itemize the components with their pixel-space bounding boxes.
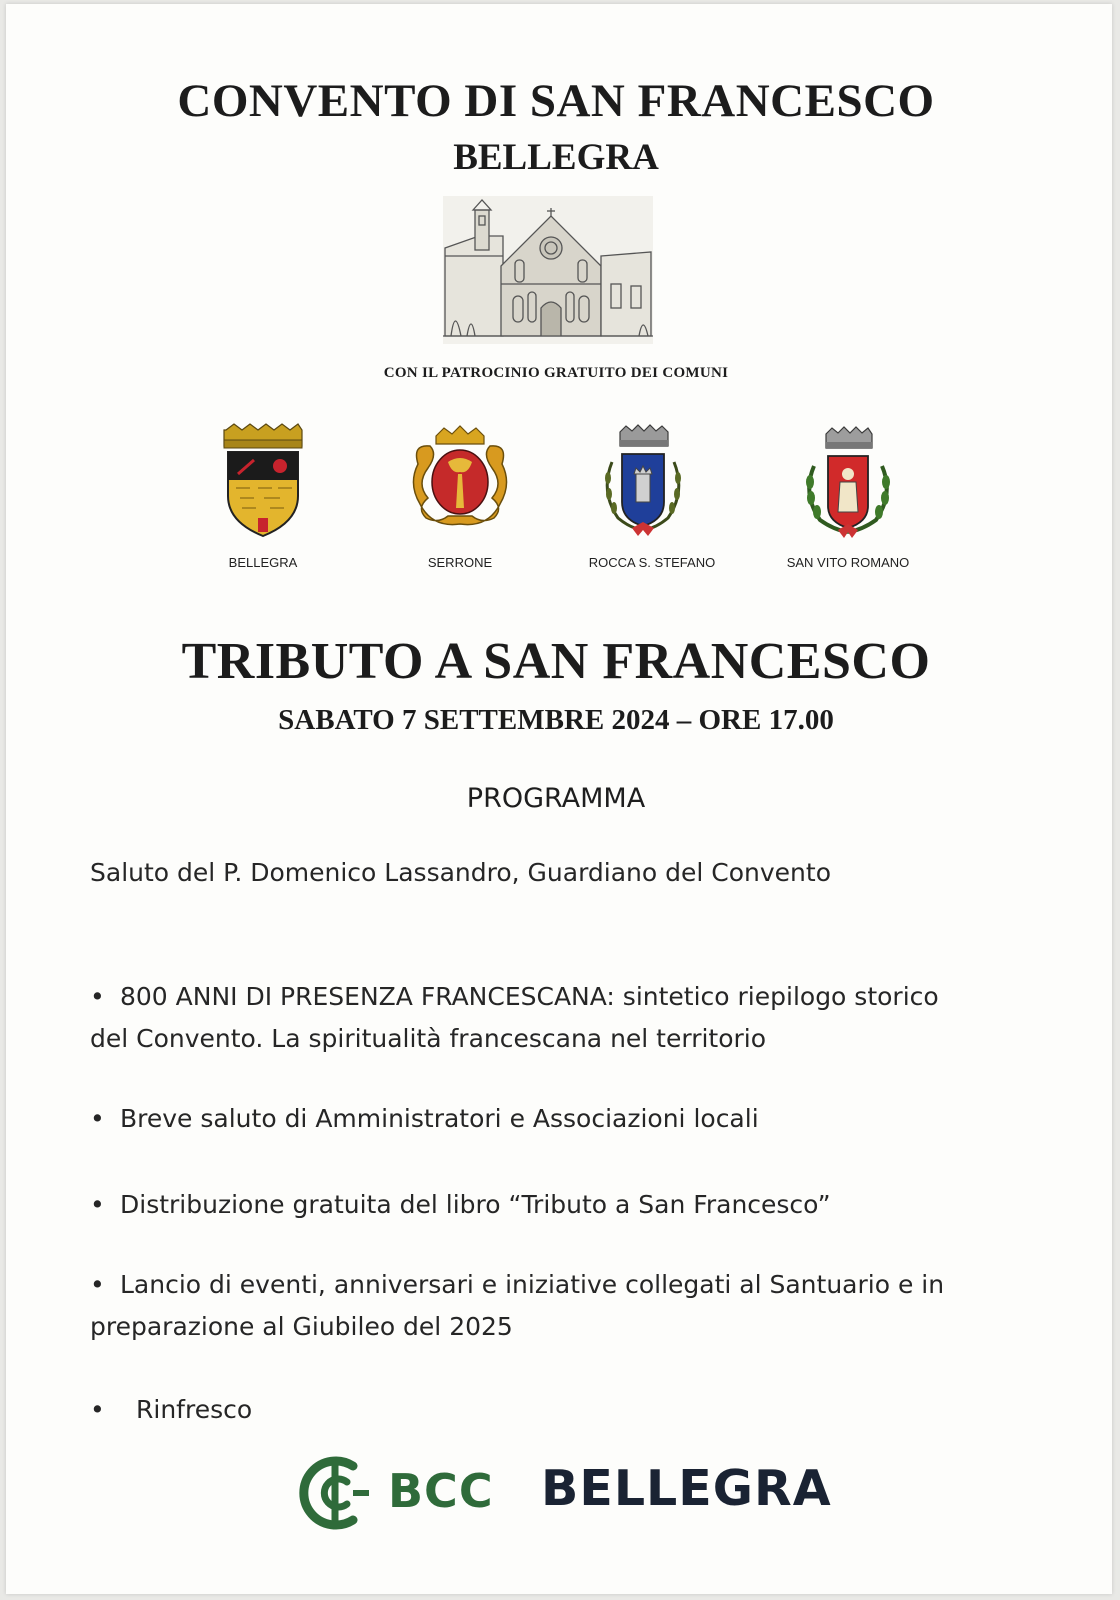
program-item-text: 800 ANNI DI PRESENZA FRANCESCANA: sintetico riepilogo storico bbox=[120, 982, 939, 1011]
crest-label-rocca: ROCCA S. STEFANO bbox=[588, 555, 716, 570]
bullet-icon: • bbox=[90, 1395, 105, 1424]
bcc-wordmark: BCC bbox=[388, 1464, 494, 1518]
program-item bbox=[90, 976, 1030, 1060]
san-vito-crest-icon bbox=[800, 424, 896, 544]
program-item-text-continued: del Convento. La spiritualità francescana nel territorio bbox=[90, 1024, 767, 1053]
program-item-text: Lancio di eventi, anniversari e iniziative collegati al Santuario e in bbox=[120, 1270, 945, 1299]
bcc-logo-icon bbox=[291, 1448, 381, 1538]
program-item bbox=[90, 1184, 1030, 1226]
convent-church-image bbox=[443, 196, 653, 344]
program-item-text: Breve saluto di Amministratori e Associazioni locali bbox=[120, 1104, 759, 1133]
crest-label-san-vito: SAN VITO ROMANO bbox=[786, 555, 910, 570]
convent-title: CONVENTO DI SAN FRANCESCO bbox=[177, 75, 935, 127]
program-item bbox=[90, 1389, 1030, 1431]
convent-town: BELLEGRA bbox=[453, 137, 659, 178]
bcc-town-wordmark: BELLEGRA bbox=[541, 1460, 832, 1517]
program-item bbox=[90, 1098, 1030, 1140]
serrone-crest-icon bbox=[408, 424, 512, 528]
event-date: SABATO 7 SETTEMBRE 2024 – ORE 17.00 bbox=[278, 704, 834, 736]
program-item-text-continued: preparazione al Giubileo del 2025 bbox=[90, 1312, 513, 1341]
flyer-sheet bbox=[6, 4, 1112, 1594]
crest-label-bellegra: BELLEGRA bbox=[228, 555, 298, 570]
event-title: TRIBUTO A SAN FRANCESCO bbox=[181, 633, 931, 690]
programma-heading: PROGRAMMA bbox=[466, 783, 646, 814]
greeting-line: Saluto del P. Domenico Lassandro, Guardiano del Convento bbox=[90, 858, 832, 887]
bullet-icon: • bbox=[90, 1104, 105, 1133]
patronage-text: CON IL PATROCINIO GRATUITO DEI COMUNI bbox=[383, 365, 729, 381]
bullet-icon: • bbox=[90, 1190, 105, 1219]
crest-label-serrone: SERRONE bbox=[427, 555, 493, 570]
bellegra-crest-icon bbox=[218, 422, 308, 540]
program-item-text: Distribuzione gratuita del libro “Tributo a San Francesco” bbox=[120, 1190, 831, 1219]
program-item-text: Rinfresco bbox=[136, 1395, 253, 1424]
program-item bbox=[90, 1264, 1030, 1348]
bullet-icon: • bbox=[90, 1270, 105, 1299]
bullet-icon: • bbox=[90, 982, 105, 1011]
rocca-crest-icon bbox=[596, 422, 690, 542]
